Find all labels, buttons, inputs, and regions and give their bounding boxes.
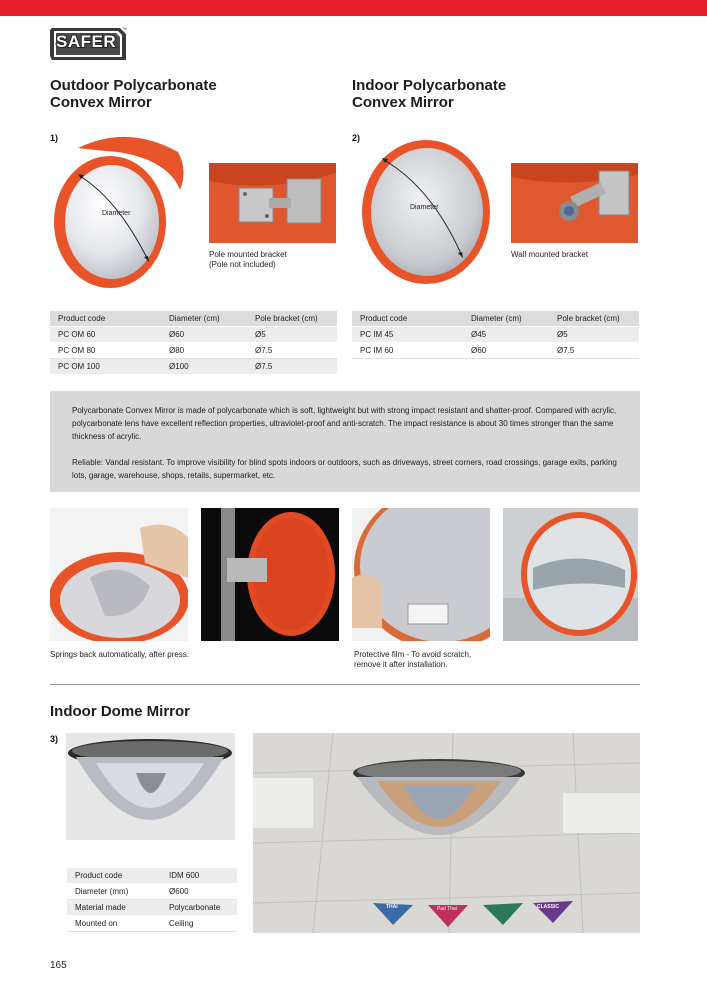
- gallery-caption-1: Springs back automatically, after press.: [50, 650, 190, 659]
- table-row: [67, 868, 237, 884]
- table-cell: PC IM 60: [352, 343, 463, 359]
- table-row: [67, 916, 237, 932]
- gallery-caption-3: [354, 650, 471, 670]
- table-row: [352, 327, 639, 343]
- pole-bracket-caption-line2: (Pole not included): [209, 260, 276, 269]
- table-header-cell: Product code: [50, 311, 161, 327]
- table-header-cell: Product code: [352, 311, 463, 327]
- banner-word-1: THAI: [386, 904, 398, 910]
- info-box: [50, 391, 640, 492]
- outdoor-spec-table: [50, 311, 337, 375]
- indoor-title: [352, 77, 506, 111]
- wall-bracket-photo: [511, 163, 638, 243]
- outdoor-title-line2: Convex Mirror: [50, 94, 152, 111]
- table-row: [50, 343, 337, 359]
- banner-word-3: CLASSIC: [537, 904, 559, 910]
- gallery-photo-pole: [201, 508, 339, 641]
- section-divider: [50, 684, 640, 685]
- table-header-row: [50, 311, 337, 327]
- outdoor-title-line1: Outdoor Polycarbonate: [50, 77, 217, 94]
- table-row: [50, 327, 337, 343]
- trademark-mark: ™: [122, 27, 127, 33]
- table-cell: Ø60: [161, 327, 247, 343]
- table-header-cell: Diameter (cm): [463, 311, 549, 327]
- dome-spec-table: [67, 868, 237, 932]
- table-cell: Product code: [67, 868, 161, 884]
- table-row: [67, 884, 237, 900]
- table-header-cell: Pole bracket (cm): [247, 311, 337, 327]
- page-number: 165: [50, 960, 67, 971]
- table-cell: IDM 600: [161, 868, 237, 884]
- table-cell: PC OM 100: [50, 359, 161, 375]
- table-row: [50, 359, 337, 375]
- outdoor-diameter-label: Diameter: [102, 210, 131, 217]
- info-paragraph-2: Reliable: Vandal resistant. To improve visibility for blind spots indoors or outdoors, such as driveways, street corners, road crossings, garage exits, parking lots, garage, warehouse, shops, retails, supermarket, etc.: [72, 458, 617, 480]
- info-paragraph-1: Polycarbonate Convex Mirror is made of polycarbonate which is soft, lightweight but with strong impact resistant and shatter-proof. Compared with acrylic, polycarbonate lens have excellent reflection properties, ultraviolet-proof and anti-scratch. The impact resistance is about 30 times stronger than the same thickness of acrylic.: [72, 406, 617, 441]
- gallery-caption-3-line2: remove it after installation.: [354, 660, 448, 669]
- table-row: [352, 343, 639, 359]
- indoor-diameter-label: Diameter: [410, 204, 439, 211]
- table-cell: PC IM 45: [352, 327, 463, 343]
- gallery-photo-film: [352, 508, 490, 641]
- indoor-number: 2): [352, 133, 361, 143]
- top-red-bar: [0, 0, 707, 16]
- table-cell: Ø600: [161, 884, 237, 900]
- indoor-spec-table: [352, 311, 639, 359]
- table-cell: Material made: [67, 900, 161, 916]
- wall-bracket-caption: Wall mounted bracket: [511, 250, 589, 259]
- table-cell: Ø7.5: [247, 343, 337, 359]
- gallery-caption-3-line1: Protective film - To avoid scratch,: [354, 650, 472, 659]
- table-header-cell: Pole bracket (cm): [549, 311, 639, 327]
- table-row: [67, 900, 237, 916]
- table-cell: Ø5: [549, 327, 639, 343]
- table-cell: PC OM 60: [50, 327, 161, 343]
- table-cell: PC OM 80: [50, 343, 161, 359]
- table-header-cell: Diameter (cm): [161, 311, 247, 327]
- table-cell: Ø45: [463, 327, 549, 343]
- table-cell: Ø7.5: [247, 359, 337, 375]
- pole-bracket-caption: [209, 250, 287, 270]
- outdoor-number: 1): [50, 133, 59, 143]
- table-cell: Ø5: [247, 327, 337, 343]
- table-cell: Ceiling: [161, 916, 237, 932]
- safer-logo: [50, 28, 126, 60]
- table-cell: Polycarbonate: [161, 900, 237, 916]
- table-header-row: [352, 311, 639, 327]
- dome-ceiling-photo: [253, 733, 640, 933]
- table-cell: Mounted on: [67, 916, 161, 932]
- indoor-title-line1: Indoor Polycarbonate: [352, 77, 507, 94]
- logo-text: SAFER: [56, 32, 117, 51]
- pole-bracket-photo: [209, 163, 336, 243]
- banner-word-2: Pad Thai: [437, 906, 457, 912]
- indoor-title-line2: Convex Mirror: [352, 94, 454, 111]
- table-cell: Ø80: [161, 343, 247, 359]
- pole-bracket-caption-line1: Pole mounted bracket: [209, 250, 287, 259]
- dome-title: Indoor Dome Mirror: [50, 703, 191, 720]
- table-cell: Ø60: [463, 343, 549, 359]
- gallery-photo-installed: [503, 508, 638, 641]
- table-cell: Diameter (mm): [67, 884, 161, 900]
- dome-mirror-image: [66, 733, 235, 840]
- table-cell: Ø100: [161, 359, 247, 375]
- table-cell: Ø7.5: [549, 343, 639, 359]
- dome-number: 3): [50, 734, 59, 744]
- outdoor-title: [50, 77, 217, 111]
- gallery-photo-press: [50, 508, 188, 641]
